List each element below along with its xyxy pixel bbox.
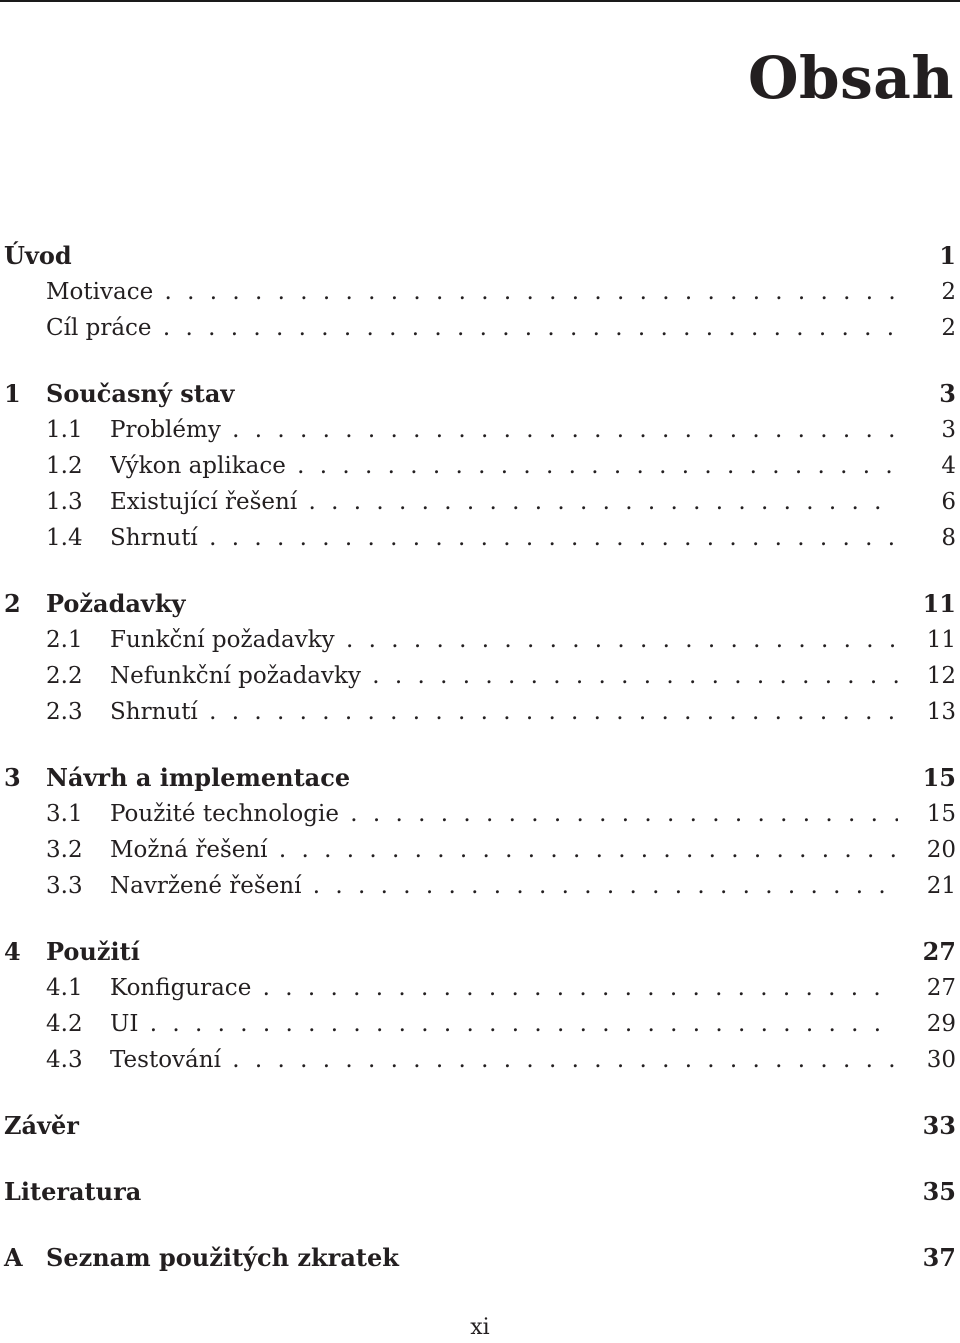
section-page: 3 — [941, 417, 956, 443]
toc-section-entry[interactable] — [0, 832, 960, 868]
section-title: Existující řešení — [110, 489, 298, 515]
section-title-leader — [110, 412, 898, 448]
section-page: 11 — [926, 627, 956, 653]
chapter-title: Seznam použitých zkratek — [46, 1243, 399, 1272]
section-page: 27 — [926, 975, 956, 1001]
chapter-number: 2 — [4, 589, 21, 618]
section-page: 30 — [926, 1047, 956, 1073]
chapter-page: 37 — [922, 1243, 956, 1272]
section-title-leader — [110, 694, 898, 730]
section-number: 4.2 — [46, 1011, 83, 1037]
section-page: 6 — [941, 489, 956, 515]
section-title-leader — [110, 622, 898, 658]
section-title: Konfigurace — [110, 975, 252, 1001]
toc-chapter-entry[interactable] — [0, 586, 960, 622]
section-title: Použité technologie — [110, 801, 339, 827]
section-number: 3.3 — [46, 873, 83, 899]
section-number: 4.3 — [46, 1047, 83, 1073]
toc-section-entry[interactable] — [0, 484, 960, 520]
section-page: 2 — [941, 279, 956, 305]
section-page: 15 — [926, 801, 956, 827]
toc-chapter-entry[interactable] — [0, 934, 960, 970]
section-title: Testování — [110, 1047, 221, 1073]
chapter-page: 27 — [922, 937, 956, 966]
toc-chapter-group — [0, 376, 960, 556]
section-page: 8 — [941, 525, 956, 551]
page-title: Obsah — [748, 44, 954, 112]
chapter-title: Závěr — [4, 1111, 79, 1140]
section-number: 1.2 — [46, 453, 83, 479]
section-number: 3.1 — [46, 801, 83, 827]
toc-chapter-group — [0, 1174, 960, 1210]
toc-section-entry[interactable] — [0, 448, 960, 484]
section-title-leader — [110, 796, 898, 832]
section-number: 2.2 — [46, 663, 83, 689]
chapter-title: Úvod — [4, 241, 72, 270]
section-title: Cíl práce — [46, 315, 152, 341]
section-page: 20 — [926, 837, 956, 863]
section-number: 1.1 — [46, 417, 83, 443]
section-title: Možná řešení — [110, 837, 268, 863]
chapter-page: 33 — [922, 1111, 956, 1140]
toc-section-entry[interactable] — [0, 1042, 960, 1078]
section-number: 2.1 — [46, 627, 83, 653]
toc-section-entry[interactable] — [0, 658, 960, 694]
section-title-leader — [110, 520, 898, 556]
chapter-page: 3 — [939, 379, 956, 408]
page-number: xi — [470, 1315, 490, 1340]
toc-chapter-group — [0, 238, 960, 346]
toc-section-entry[interactable] — [0, 622, 960, 658]
section-title: Funkční požadavky — [110, 627, 335, 653]
table-of-contents — [0, 238, 960, 1306]
toc-section-entry[interactable] — [0, 310, 960, 346]
toc-chapter-group — [0, 1240, 960, 1276]
chapter-number: A — [4, 1243, 23, 1272]
section-page: 4 — [941, 453, 956, 479]
toc-section-entry[interactable] — [0, 970, 960, 1006]
section-page: 12 — [926, 663, 956, 689]
chapter-title: Požadavky — [46, 589, 186, 618]
toc-section-entry[interactable] — [0, 1006, 960, 1042]
section-title: Problémy — [110, 417, 221, 443]
toc-section-entry[interactable] — [0, 694, 960, 730]
toc-section-entry[interactable] — [0, 412, 960, 448]
toc-chapter-group — [0, 934, 960, 1078]
toc-section-entry[interactable] — [0, 274, 960, 310]
section-title-leader — [110, 448, 898, 484]
section-title: Výkon aplikace — [110, 453, 286, 479]
toc-chapter-group — [0, 1108, 960, 1144]
toc-chapter-entry[interactable] — [0, 1108, 960, 1144]
section-page: 29 — [926, 1011, 956, 1037]
section-title-leader — [46, 274, 898, 310]
chapter-page: 11 — [922, 589, 956, 618]
section-number: 3.2 — [46, 837, 83, 863]
section-number: 2.3 — [46, 699, 83, 725]
section-title-leader — [110, 1006, 898, 1042]
toc-chapter-entry[interactable] — [0, 1174, 960, 1210]
chapter-title: Literatura — [4, 1177, 142, 1206]
section-title-leader — [110, 484, 898, 520]
toc-section-entry[interactable] — [0, 796, 960, 832]
toc-chapter-entry[interactable] — [0, 238, 960, 274]
section-title-leader — [110, 1042, 898, 1078]
section-title: Shrnutí — [110, 525, 198, 551]
section-page: 13 — [926, 699, 956, 725]
toc-chapter-entry[interactable] — [0, 376, 960, 412]
section-title-leader — [110, 658, 898, 694]
top-rule — [0, 0, 960, 2]
section-page: 21 — [926, 873, 956, 899]
toc-chapter-entry[interactable] — [0, 1240, 960, 1276]
chapter-page: 1 — [939, 241, 956, 270]
toc-chapter-group — [0, 760, 960, 904]
section-title: Shrnutí — [110, 699, 198, 725]
section-title: Motivace — [46, 279, 154, 305]
section-number: 1.4 — [46, 525, 83, 551]
toc-section-entry[interactable] — [0, 520, 960, 556]
chapter-number: 4 — [4, 937, 21, 966]
chapter-title: Současný stav — [46, 379, 235, 408]
chapter-number: 1 — [4, 379, 21, 408]
section-page: 2 — [941, 315, 956, 341]
toc-section-entry[interactable] — [0, 868, 960, 904]
section-number: 4.1 — [46, 975, 83, 1001]
chapter-number: 3 — [4, 763, 21, 792]
section-title: Navržené řešení — [110, 873, 302, 899]
chapter-title: Použití — [46, 937, 140, 966]
section-title: UI — [110, 1011, 139, 1037]
toc-chapter-group — [0, 586, 960, 730]
section-title-leader — [110, 868, 898, 904]
chapter-page: 15 — [922, 763, 956, 792]
section-number: 1.3 — [46, 489, 83, 515]
chapter-page: 35 — [922, 1177, 956, 1206]
section-title-leader — [110, 832, 898, 868]
section-title-leader — [46, 310, 898, 346]
section-title: Nefunkční požadavky — [110, 663, 361, 689]
section-title-leader — [110, 970, 898, 1006]
chapter-title: Návrh a implementace — [46, 763, 351, 792]
toc-chapter-entry[interactable] — [0, 760, 960, 796]
